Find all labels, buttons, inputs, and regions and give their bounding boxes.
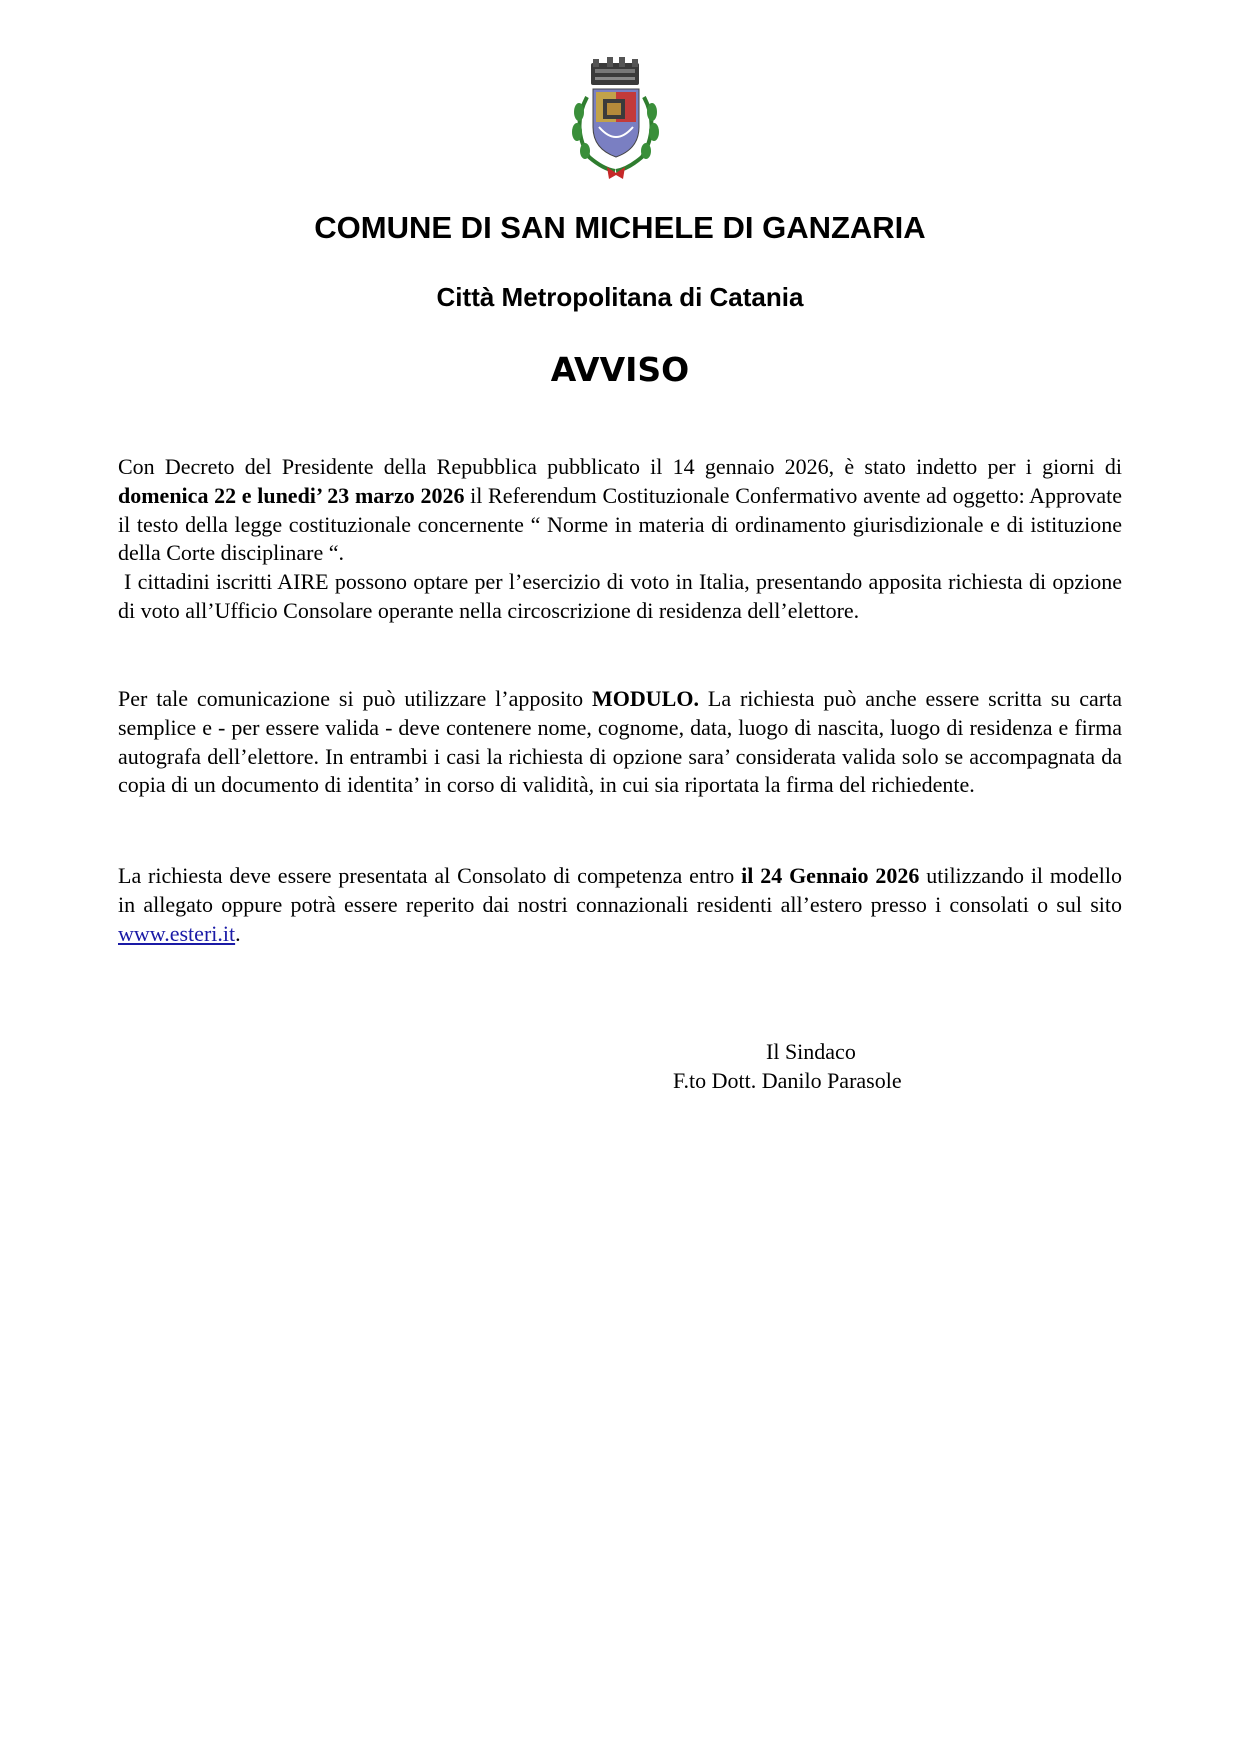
coat-of-arms-icon: [563, 57, 668, 181]
text-span: La richiesta deve essere presentata al Consolato di competenza entro: [118, 863, 742, 888]
esteri-website-link[interactable]: www.esteri.it: [118, 920, 236, 946]
signature-name: F.to Dott. Danilo Parasole: [673, 1068, 902, 1093]
municipality-title: COMUNE DI SAN MICHELE DI GANZARIA: [314, 210, 926, 245]
text-span: .: [235, 920, 241, 946]
signature-role: Il Sindaco: [766, 1039, 856, 1064]
text-span: La richiesta può anche essere scritta su carta semplice e - per essere valida - deve contenere nome, cognome, data, luogo di nascita, luogo di residenza e firma autografa dell’elettore. In entrambi i casi la richiesta di opzione sara’ considerata valida solo se accompagnata da copia di un documento di identita’ in corso di validità, in cui sia riportata la firma del richiedente.: [118, 686, 1122, 798]
paragraph-referendum: [118, 453, 1122, 626]
paragraph-text: [118, 453, 1122, 568]
province-subtitle: Città Metropolitana di Catania: [436, 282, 804, 312]
paragraph-text: [118, 685, 1122, 800]
referendum-dates: domenica 22 e lunedi’ 23 marzo 2026: [118, 482, 465, 508]
text-span: il Referendum Costituzionale Confermativo avente ad oggetto: Approvate il testo della legge costituzionale concernente “ Norme in materia di ordinamento giurisdizionale e di istituzione della Corte disciplinare “.: [118, 482, 1123, 566]
text-span: Con Decreto del Presidente della Repubblica pubblicato il 14 gennaio 2026, è stato indetto per i giorni di: [118, 454, 1122, 479]
text-span: Per tale comunicazione si può utilizzare l’apposito: [118, 686, 593, 711]
modulo-label: MODULO.: [592, 686, 699, 711]
coat-of-arms-graphic: [563, 57, 668, 181]
paragraph-modulo: [118, 685, 1122, 800]
text-span: utilizzando il modello in allegato oppure potrà essere reperito dai nostri connazionali residenti all’estero presso i consolati o sul sito: [118, 863, 1122, 917]
paragraph-text: [118, 862, 1122, 948]
deadline-date: il 24 Gennaio 2026: [741, 863, 920, 888]
paragraph-aire: I cittadini iscritti AIRE possono optare per l’esercizio di voto in Italia, presentando apposita richiesta di opzione di voto all’Ufficio Consolare operante nella circoscrizione di residenza dell’elettore.: [118, 569, 1122, 623]
notice-heading: AVVISO: [550, 350, 690, 389]
paragraph-deadline: [118, 862, 1122, 948]
